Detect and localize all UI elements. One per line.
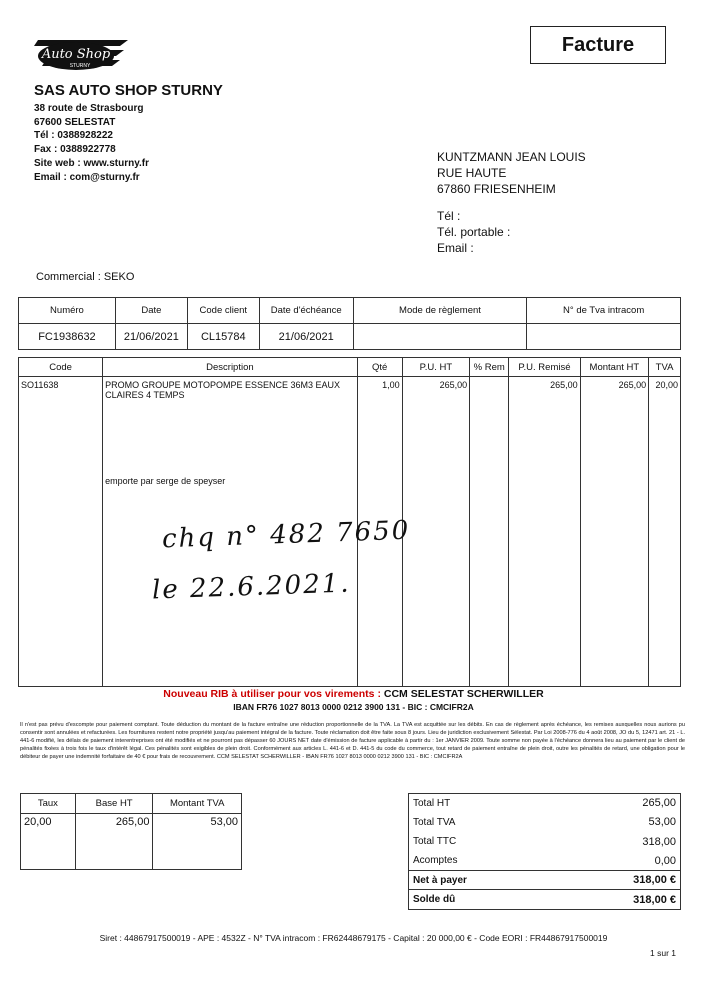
invoice-date: 21/06/2021 <box>115 324 187 350</box>
line-description: PROMO GROUPE MOTOPOMPE ESSENCE 36M3 EAUX CLAIRES 4 TEMPS <box>105 380 341 400</box>
company-name: SAS AUTO SHOP STURNY <box>34 82 223 99</box>
vat-rate: 20,00 <box>21 814 76 870</box>
company-city: 67600 SELESTAT <box>34 116 116 128</box>
iban-line: IBAN FR76 1027 8013 0000 0212 3900 131 - BIC : CMCIFR2A <box>233 702 474 712</box>
acomptes-value: 0,00 <box>558 851 681 870</box>
company-legal-footer: Siret : 44867917500019 - APE : 4532Z - N° TVA intracom : FR62448679175 - Capital : 20 000,00 € - Code EORI : FR44867917500019 <box>99 933 608 943</box>
rib-prefix: Nouveau RIB <box>163 688 229 700</box>
invoice-number: FC1938632 <box>19 324 116 350</box>
header-vat-number: N° de Tva intracom <box>527 298 681 324</box>
header-code: Code <box>19 358 103 377</box>
header-montant-ht: Montant HT <box>580 358 649 377</box>
total-ht-label: Total HT <box>413 797 451 809</box>
company-logo <box>28 34 132 78</box>
invoice-info-table <box>18 297 681 350</box>
line-qty: 1,00 <box>357 377 402 687</box>
solde-du-label: Solde dû <box>409 890 558 909</box>
header-rem: % Rem <box>470 358 509 377</box>
company-website: Site web : www.sturny.fr <box>34 157 150 169</box>
company-street: 38 route de Strasbourg <box>34 103 144 114</box>
client-city: 67860 FRIESENHEIM <box>437 182 556 196</box>
legal-terms: Il n'est pas prévu d'escompte pour paiement comptant. Toute déduction du montant de la facture entraîne une réduction proportionnelle de la TVA. La TVA est acquittée sur les débits. En cas de règlement après échéance, les remises auxquelles nous aurions pu consentir sont annulées et refacturées. Les fournitures restent notre propriété jusqu'au paiement intégral de la facture. Toute réclamation doit être faite sous 8 jours. Lieu de juridiction exclusivement Sélestat. Par Loi 2008-776 du 4 août 2008, JO du 5, 12471 art. 21 - L. 441-6 modifié, les délais de paiement interentreprises ont été modifiés et ne pourront pas dépasser 60 JOURS NET date d'émission de facture applicable à partir du : 1er JANVIER 2009. Toute somme non payée à l'échéance donnera lieu au paiement par le client de pénalités fixées à trois fois le taux d'intérêt légal. Ces pénalités sont exigibles de plein droit. Conformément aux articles L. 441-6 et D. 441-5 du code du commerce, tout retard de paiement entraîne de plein droit, outre les pénalités de retard, une obligation pour le débiteur de payer une indemnité forfaitaire de 40 € pour frais de recouvrement. CCM SELESTAT SCHERWILLER - IBAN FR76 1027 8013 0000 0212 3900 131 - BIC : CMCIFR2A <box>20 722 685 760</box>
svg-text:Auto Shop: Auto Shop <box>41 47 111 62</box>
client-name: KUNTZMANN JEAN LOUIS <box>437 150 586 164</box>
handwritten-date: le 22.6.2021. <box>151 568 352 606</box>
client-contact <box>437 208 510 256</box>
header-description: Description <box>103 358 358 377</box>
net-a-payer-value: 318,00 € <box>558 871 681 890</box>
vat-table <box>20 793 242 870</box>
total-ttc-value: 318,00 <box>642 835 676 848</box>
client-mobile: Tél. portable : <box>437 225 511 239</box>
document-type: Facture <box>530 26 666 64</box>
line-montant-ht: 265,00 <box>580 377 649 687</box>
rib-bank: CCM SELESTAT SCHERWILLER <box>383 688 544 700</box>
header-date: Date <box>115 298 187 324</box>
company-email: Email : com@sturny.fr <box>34 171 140 183</box>
total-ttc-label: Total TTC <box>413 836 457 848</box>
line-note: emporte par serge de speyser <box>105 476 226 486</box>
line-pu-ht: 265,00 <box>402 377 469 687</box>
client-address <box>437 149 586 197</box>
header-pu-remise: P.U. Remisé <box>509 358 580 377</box>
header-base-ht: Base HT <box>75 794 153 814</box>
header-code-client: Code client <box>187 298 259 324</box>
line-tva: 20,00 <box>649 377 681 687</box>
header-due-date: Date d'échéance <box>259 298 353 324</box>
header-tva: TVA <box>649 358 681 377</box>
total-tva-value: 53,00 <box>648 816 676 829</box>
rib-middle: à utiliser pour vos virements : <box>228 688 384 700</box>
vat-amount: 53,00 <box>153 814 242 870</box>
header-taux: Taux <box>21 794 76 814</box>
commercial: Commercial : SEKO <box>36 271 135 283</box>
company-fax: Fax : 0388922778 <box>34 144 116 156</box>
acomptes-label: Acomptes <box>409 851 558 870</box>
net-a-payer-label: Net à payer <box>409 871 558 890</box>
header-qty: Qté <box>357 358 402 377</box>
client-email: Email : <box>437 241 474 255</box>
company-phone: Tél : 0388928222 <box>34 130 113 142</box>
line-rem <box>470 377 509 687</box>
header-payment-mode: Mode de règlement <box>353 298 527 324</box>
company-address <box>34 102 149 184</box>
vat-number <box>527 324 681 350</box>
line-pu-remise: 265,00 <box>509 377 580 687</box>
svg-text:STURNY: STURNY <box>69 63 91 69</box>
header-montant-tva: Montant TVA <box>153 794 242 814</box>
solde-du-value: 318,00 € <box>558 890 681 909</box>
total-tva-label: Total TVA <box>413 816 456 828</box>
due-date: 21/06/2021 <box>259 324 353 350</box>
rib-notice <box>0 688 707 700</box>
page-number: 1 sur 1 <box>650 948 676 958</box>
client-tel: Tél : <box>437 209 461 223</box>
total-ht-value: 265,00 <box>642 797 676 810</box>
handwritten-check-number: chq n° 482 7650 <box>161 515 411 555</box>
totals-table <box>408 793 681 910</box>
line-code: SO11638 <box>19 377 103 687</box>
vat-base: 265,00 <box>75 814 153 870</box>
header-numero: Numéro <box>19 298 116 324</box>
client-code: CL15784 <box>187 324 259 350</box>
client-street: RUE HAUTE <box>437 166 507 180</box>
header-pu-ht: P.U. HT <box>402 358 469 377</box>
payment-mode <box>353 324 527 350</box>
